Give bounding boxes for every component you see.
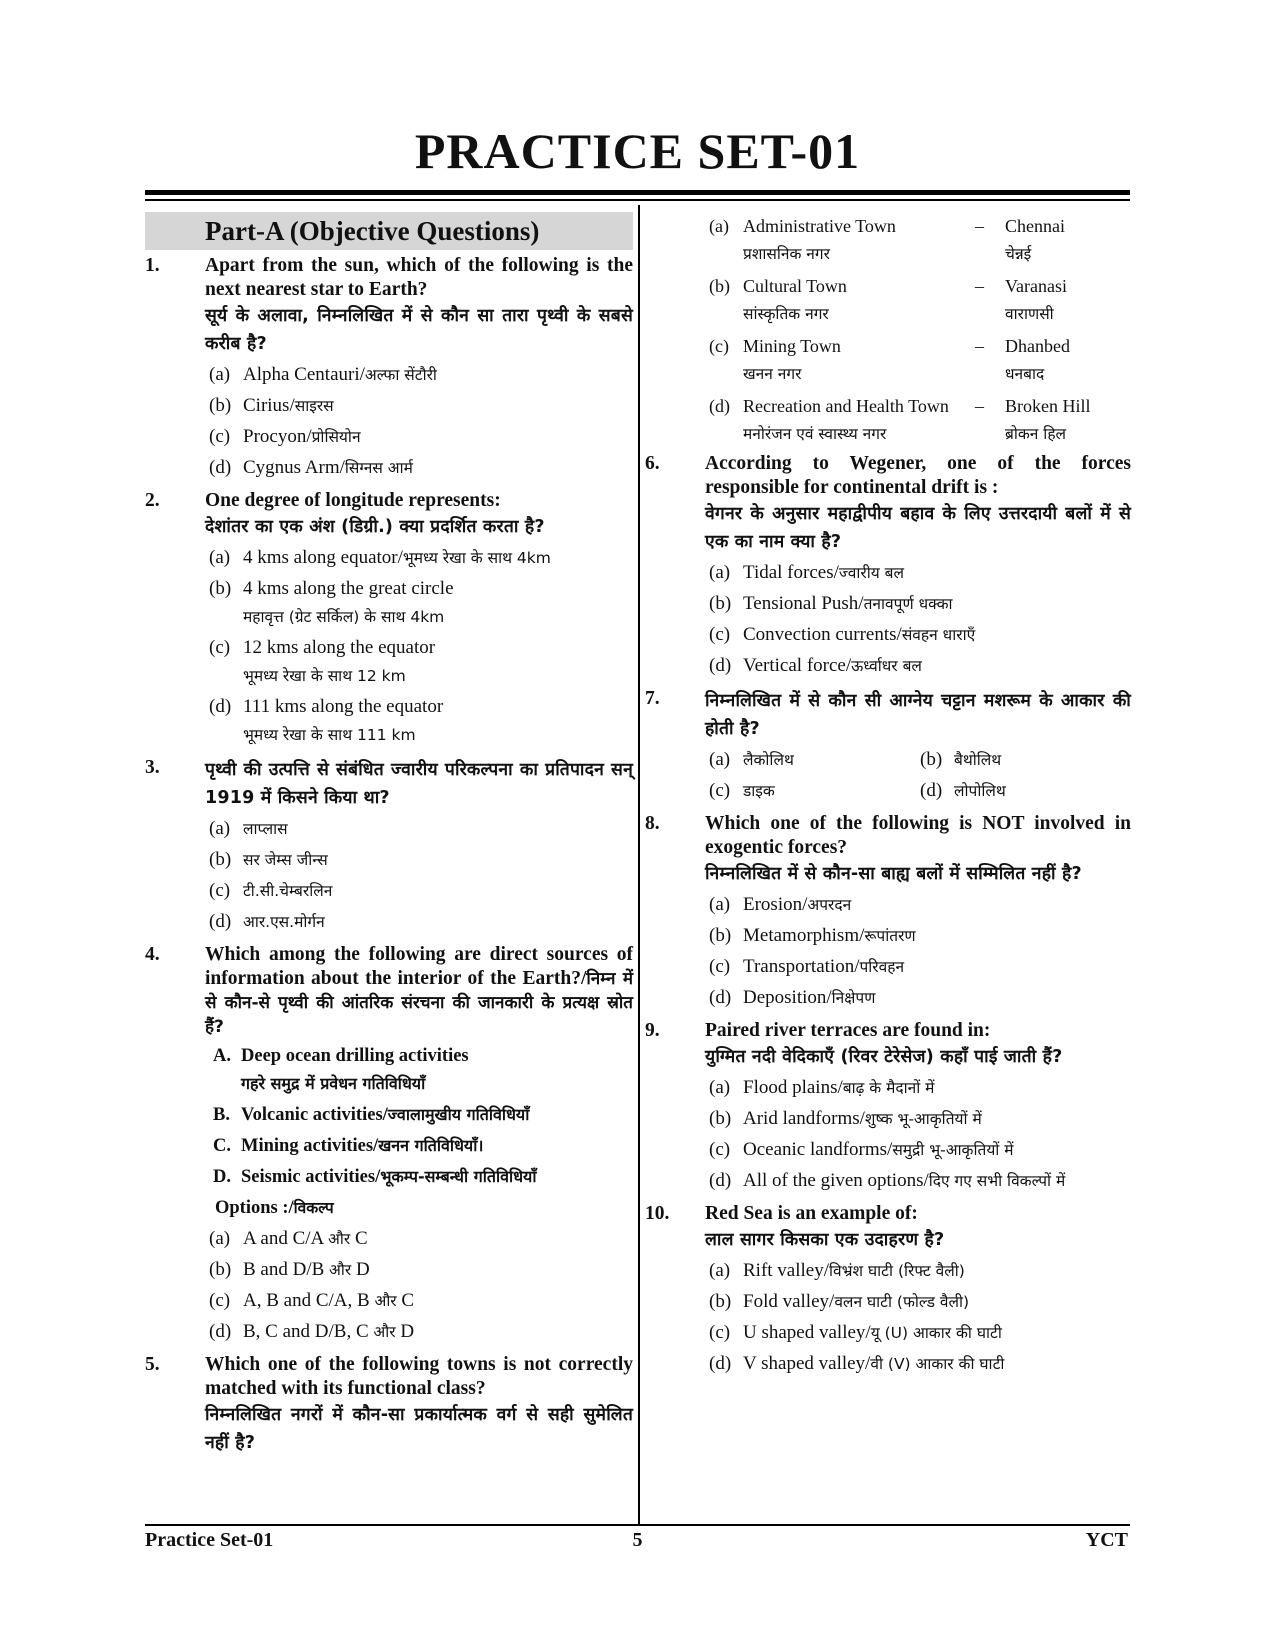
option: (c) Oceanic landforms/समुद्री भू-आकृतियों में — [709, 1139, 1014, 1160]
option: (d) V shaped valley/वी (V) आकार की घाटी — [709, 1353, 1005, 1374]
question-1 — [145, 254, 633, 485]
page-number: 5 — [632, 1529, 643, 1551]
footer-right: YCT — [1085, 1529, 1128, 1551]
option: (b) Tensional Push/तनावपूर्ण धक्का — [709, 593, 953, 614]
left-column — [145, 212, 633, 1457]
option: (a) Alpha Centauri/अल्फा सेंटौरी — [209, 364, 437, 385]
option: (b) सर जेम्स जीन्स — [209, 849, 328, 870]
option: (c) U shaped valley/यू (U) आकार की घाटी — [709, 1322, 1002, 1343]
option: (c) Procyon/प्रोसियोन — [209, 426, 361, 447]
options-label: Options :/विकल्प — [215, 1198, 334, 1218]
question-9 — [645, 1019, 1131, 1198]
option: (b) Metamorphism/रूपांतरण — [709, 925, 916, 946]
option: (b) Arid landforms/शुष्क भू-आकृतियों में — [709, 1108, 982, 1129]
question-6 — [645, 452, 1131, 683]
match-table — [705, 212, 1131, 448]
question-text-hi: लाल सागर किसका एक उदाहरण है? — [705, 1230, 945, 1250]
option: (a) Tidal forces/ज्वारीय बल — [709, 562, 905, 583]
option-row: (a) लैकोलिथ (b) बैथोलिथ — [709, 749, 1002, 770]
question-text-en: Which one of the following towns is not correctly matched with its functional class? — [205, 1354, 633, 1399]
option: (c) टी.सी.चेम्बरलिन — [209, 880, 333, 901]
title-rule-thick — [145, 190, 1130, 195]
question-text-en: Red Sea is an example of: — [705, 1203, 918, 1224]
question-7 — [645, 687, 1131, 808]
option: (b) 4 kms along the great circle महावृत्त (ग्रेट सर्किल) के साथ 4km — [209, 578, 454, 626]
title-rule-thin — [145, 199, 1130, 201]
statement: D. Seismic activities/भूकम्प-सम्बन्धी गतिविधियाँ — [213, 1167, 537, 1187]
question-number: 7. — [645, 688, 660, 709]
question-text-hi: युग्मित नदी वेदिकाएँ (रिवर टेरेसेज) कहाँ पाई जाती हैं? — [705, 1047, 1063, 1067]
question-4 — [145, 943, 633, 1349]
option: (d) All of the given options/दिए गए सभी विकल्पों में — [709, 1170, 1066, 1191]
column-divider — [638, 205, 640, 1525]
option: (c) Transportation/परिवहन — [709, 956, 905, 977]
option: (c) 12 kms along the equator भूमध्य रेखा के साथ 12 km — [209, 637, 436, 685]
question-text-en: One degree of longitude represents: — [205, 490, 501, 511]
question-number: 3. — [145, 757, 160, 778]
option: (a) लाप्लास — [209, 818, 288, 839]
option: (d) Vertical force/ऊर्ध्वाधर बल — [709, 655, 922, 676]
question-text-hi: निम्नलिखित में से कौन सी आग्नेय चट्टान मशरूम के आकार की होती है? — [705, 691, 1131, 739]
statement: B. Volcanic activities/ज्वालामुखीय गतिविधियाँ — [213, 1105, 530, 1125]
question-number: 5. — [145, 1354, 160, 1375]
question-text-en: According to Wegener, one of the forces responsible for continental drift is : — [705, 453, 1131, 498]
question-8 — [645, 812, 1131, 1015]
match-row: (c) Mining Town – Dhanbed खनन नगर धनबाद — [709, 336, 1070, 383]
question-text-hi: निम्नलिखित में से कौन-सा बाह्य बलों में सम्मिलित नहीं है? — [705, 864, 1082, 884]
option: (b) B and D/B और D — [209, 1259, 370, 1280]
match-row: (d) Recreation and Health Town – Broken Hill मनोरंजन एवं स्वास्थ्य नगर ब्रोकन हिल — [709, 396, 1091, 443]
question-text-en: Paired river terraces are found in: — [705, 1020, 991, 1041]
option: (d) Cygnus Arm/सिग्नस आर्म — [209, 457, 413, 478]
statement: C. Mining activities/खनन गतिविधियाँ। — [213, 1136, 484, 1156]
question-text-hi: सूर्य के अलावा, निम्नलिखित में से कौन सा तारा पृथ्वी के सबसे करीब है? — [205, 306, 633, 354]
question-number: 8. — [645, 813, 660, 834]
option: (c) Convection currents/संवहन धाराएँ — [709, 624, 976, 645]
option: (d) B, C and D/B, C और D — [209, 1321, 415, 1342]
part-header: Part-A (Objective Questions) — [145, 212, 633, 250]
question-2 — [145, 489, 633, 752]
option: (a) Erosion/अपरदन — [709, 894, 852, 915]
question-number: 2. — [145, 490, 160, 511]
option: (a) A and C/A और C — [209, 1228, 368, 1249]
option: (b) Fold valley/वलन घाटी (फोल्ड वैली) — [709, 1291, 970, 1312]
question-number: 10. — [645, 1203, 670, 1224]
option: (b) Cirius/साइरस — [209, 395, 334, 416]
page-title: PRACTICE SET-01 — [414, 123, 861, 179]
footer-left: Practice Set-01 — [145, 1529, 274, 1551]
footer-rule — [145, 1524, 1130, 1526]
option: (c) A, B and C/A, B और C — [209, 1290, 415, 1311]
question-number: 6. — [645, 453, 660, 474]
question-number: 4. — [145, 944, 160, 965]
question-text-hi: वेगनर के अनुसार महाद्वीपीय बहाव के लिए उत्तरदायी बलों में से एक का नाम क्या है? — [705, 504, 1131, 552]
right-column — [645, 212, 1131, 1381]
option: (d) Deposition/निक्षेपण — [709, 987, 876, 1008]
option: (d) 111 kms along the equator भूमध्य रेखा के साथ 111 km — [209, 696, 444, 744]
question-3 — [145, 756, 633, 939]
question-text-hi: निम्नलिखित नगरों में कौन-सा प्रकार्यात्मक वर्ग से सही सुमेलित नहीं है? — [205, 1405, 633, 1453]
statement: A. Deep ocean drilling activities गहरे समुद्र में प्रवेधन गतिविधियाँ — [213, 1046, 469, 1093]
question-text-en: Apart from the sun, which of the following is the next nearest star to Earth? — [205, 255, 633, 300]
question-text-hi: पृथ्वी की उत्पत्ति से संबंधित ज्वारीय परिकल्पना का प्रतिपादन सन् 1919 में किसने किया था? — [205, 760, 633, 808]
match-row: (a) Administrative Town – Chennai प्रशासनिक नगर चेन्नई — [709, 216, 1065, 263]
question-text: Which among the following are direct sources of information about the interior of the Earth?/निम्न में से कौन-से पृथ्वी की आंतरिक संरचना की जानकारी के प्रत्यक्ष स्रोत हैं? — [205, 944, 633, 1037]
option: (d) आर.एस.मोर्गन — [209, 911, 325, 932]
question-text-hi: देशांतर का एक अंश (डिग्री.) क्या प्रदर्शित करता है? — [205, 517, 545, 537]
option: (a) Flood plains/बाढ़ के मैदानों में — [709, 1077, 935, 1098]
question-text-en: Which one of the following is NOT involved in exogentic forces? — [705, 813, 1131, 858]
question-10 — [645, 1202, 1131, 1381]
match-row: (b) Cultural Town – Varanasi सांस्कृतिक नगर वाराणसी — [709, 276, 1067, 323]
question-number: 1. — [145, 255, 160, 276]
option: (a) 4 kms along equator/भूमध्य रेखा के साथ 4km — [209, 547, 551, 568]
question-5 — [145, 1353, 633, 1457]
question-number: 9. — [645, 1020, 660, 1041]
option-row: (c) डाइक (d) लोपोलिथ — [709, 780, 1006, 801]
option: (a) Rift valley/विभ्रंश घाटी (रिफ्ट वैली) — [709, 1260, 965, 1281]
